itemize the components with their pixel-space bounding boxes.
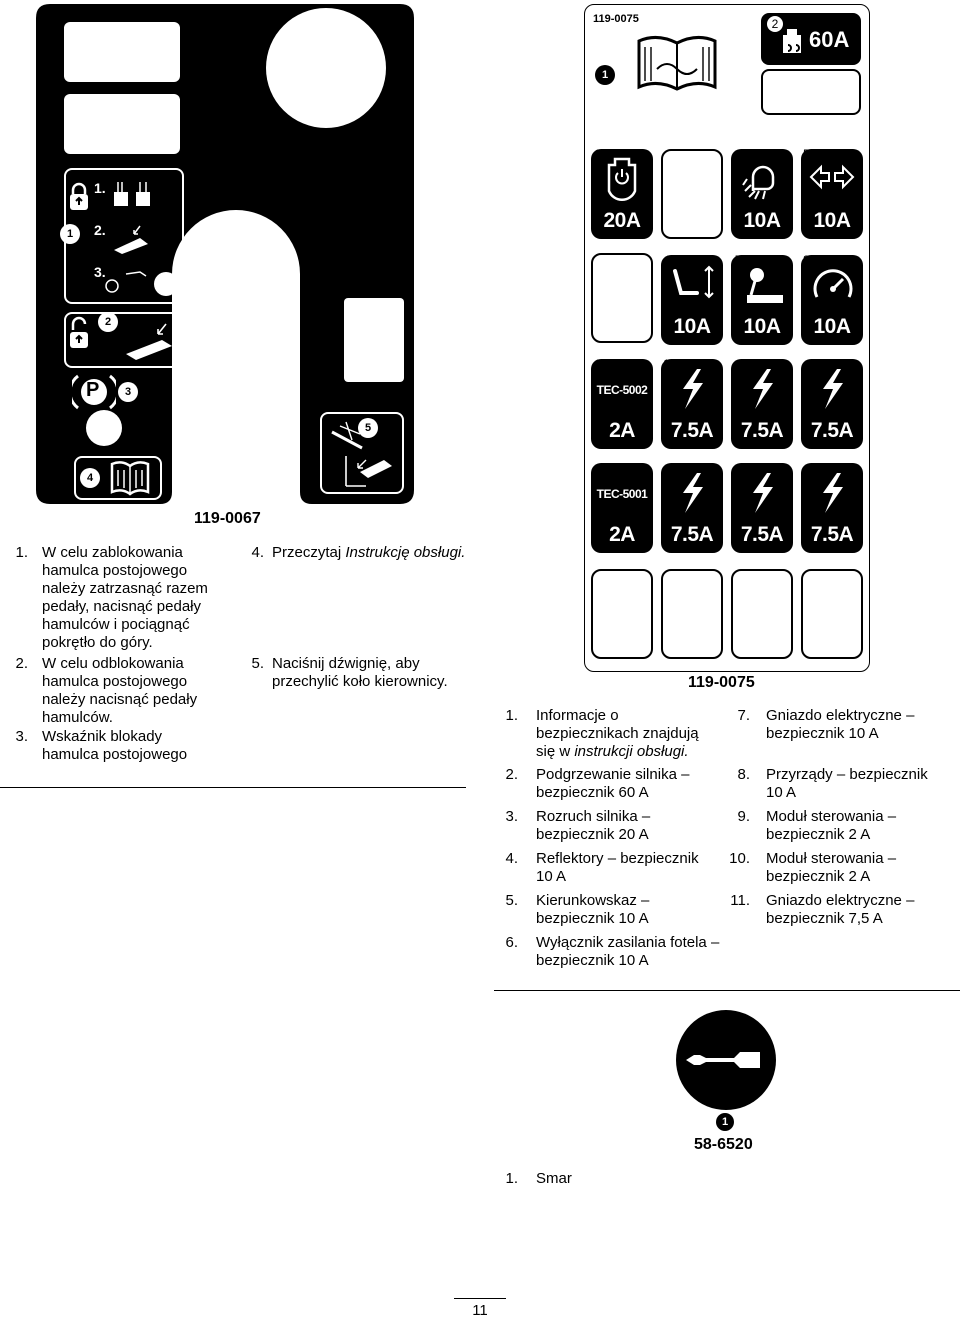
fuse-spare-r3-2 (801, 359, 863, 449)
item-number: 1. (505, 1170, 518, 1187)
code-119-0075: 119-0075 (688, 674, 755, 691)
empty-fuse-slot (731, 569, 793, 659)
item-text: Gniazdo elektryczne – bezpiecznik 7,5 A (766, 892, 915, 927)
pedal-press-icon (122, 320, 178, 365)
empty-fuse-slot (661, 569, 723, 659)
item-number: 1. (505, 707, 518, 724)
item-text-italic: instrukcji obsługi. (574, 743, 689, 760)
headlight-icon (741, 157, 783, 203)
fuse-turn-signal (801, 149, 863, 239)
step-3-label: 3. (94, 264, 106, 280)
fuse-seat-switch (661, 255, 723, 345)
lightning-icon (671, 367, 713, 413)
item-text-a: Informacje o bezpiecznikach znajdują się w (536, 707, 699, 760)
callout-2: 2 (767, 16, 783, 32)
callout-1: 1 (595, 65, 615, 85)
item-text: W celu zablokowania hamulca postojowego należy zatrzasnąć razem pedały, nacisnąć pedały hamulców i pociągnąć pokrętło do góry. (42, 544, 208, 651)
empty-fuse-slot (801, 569, 863, 659)
callout-1: 1 (716, 1113, 734, 1131)
item-number: 3. (15, 728, 28, 745)
item-number: 9. (737, 808, 750, 825)
callout-2: 2 (98, 312, 118, 332)
fuse-spare-r3-1 (731, 359, 793, 449)
turn-signal-icon (809, 157, 855, 197)
fuse-control-module-1 (591, 359, 653, 449)
fuse-rating: 7.5A (670, 419, 714, 442)
item-text (272, 544, 472, 562)
lightning-icon (811, 367, 853, 413)
fuse-rating: 10A (743, 315, 781, 338)
callout-3: 3 (118, 382, 138, 402)
lightning-icon (811, 471, 853, 517)
code-58-6520: 58-6520 (694, 1136, 753, 1153)
empty-fuse-slot (591, 253, 653, 343)
item-text: Naciśnij dźwignię, aby przechylić koło kierownicy. (272, 655, 448, 690)
code-119-0067: 119-0067 (194, 510, 261, 527)
item-text-italic: Instrukcję obsługi. (345, 544, 466, 561)
seat-icon (671, 263, 717, 309)
item-text: Moduł sterowania – bezpiecznik 2 A (766, 850, 897, 885)
tec-label: TEC-5001 (596, 487, 648, 501)
fuse-spare-r4-2 (731, 463, 793, 553)
fuse-rating: 10A (743, 209, 781, 232)
tec-label: TEC-5002 (596, 383, 648, 397)
item-number: 2. (505, 766, 518, 783)
item-number: 2. (15, 655, 28, 672)
item-text: Reflektory – bezpiecznik 10 A (536, 850, 699, 885)
fuse-outlet-7-5 (661, 359, 723, 449)
fuse-spare-r4-1 (661, 463, 723, 553)
item-number: 6. (505, 934, 518, 951)
callout-5: 5 (358, 418, 378, 438)
fuse-rating: 2A (609, 419, 635, 442)
manual-book-icon (108, 458, 152, 501)
item-number: 4. (505, 850, 518, 867)
header-code: 119-0075 (593, 13, 639, 25)
item-number: 5. (505, 892, 518, 909)
item-text: Rozruch silnika – bezpiecznik 20 A (536, 808, 651, 843)
fuse-rating: 10A (673, 315, 711, 338)
empty-fuse-slot (761, 69, 861, 115)
engine-glow-icon (779, 27, 805, 64)
parking-symbol: P (86, 379, 100, 401)
item-text: Moduł sterowania – bezpiecznik 2 A (766, 808, 897, 843)
callout-4: 4 (80, 468, 100, 488)
item-number: 5. (251, 655, 264, 672)
fuse-rating: 7.5A (740, 523, 784, 546)
power-outlet-icon (741, 263, 787, 309)
divider-right (494, 990, 960, 991)
item-text: Przyrządy – bezpiecznik 10 A (766, 766, 928, 801)
lightning-icon (741, 367, 783, 413)
fuse-gauges (801, 255, 863, 345)
pedals-latch-icon (112, 180, 156, 215)
item-text: Gniazdo elektryczne – bezpiecznik 10 A (766, 707, 915, 742)
fuse-rating: 7.5A (670, 523, 714, 546)
item-text (536, 707, 716, 761)
pedal-icon (110, 222, 154, 261)
item-text: Kierunkowskaz – bezpiecznik 10 A (536, 892, 650, 927)
unlock-icon (68, 316, 92, 355)
callout-1: 1 (60, 224, 80, 244)
fuse-rating: 7.5A (740, 419, 784, 442)
page-number-rule (454, 1298, 506, 1299)
fuse-rating: 7.5A (810, 523, 854, 546)
grease-gun-icon (684, 1046, 768, 1079)
fuse-rating: 60A (809, 27, 850, 52)
item-text: Wyłącznik zasilania fotela – bezpiecznik 10 A (536, 934, 720, 969)
item-text-a: Przeczytaj (272, 544, 346, 561)
item-number: 3. (505, 808, 518, 825)
fuse-power-outlet (731, 255, 793, 345)
item-number: 7. (737, 707, 750, 724)
manual-book-icon (635, 33, 719, 98)
step-2-label: 2. (94, 222, 106, 238)
item-number: 4. (251, 544, 264, 561)
item-number: 8. (737, 766, 750, 783)
item-number: 11. (730, 892, 750, 909)
lightning-icon (671, 471, 713, 517)
item-number: 1. (15, 544, 28, 561)
step-1-label: 1. (94, 180, 106, 196)
engine-start-icon (601, 157, 643, 203)
item-text: Smar (536, 1170, 572, 1187)
decal-58-6520 (676, 1010, 776, 1110)
decal-119-0075 (584, 4, 870, 672)
steering-lever-icon (326, 416, 400, 495)
item-text: Wskaźnik blokady hamulca postojowego (42, 728, 188, 763)
lightning-icon (741, 471, 783, 517)
item-text: Podgrzewanie silnika – bezpiecznik 60 A (536, 766, 690, 801)
fuse-rating: 7.5A (810, 419, 854, 442)
page-number: 11 (472, 1302, 488, 1319)
empty-fuse-slot (591, 569, 653, 659)
fuse-rating: 10A (813, 209, 851, 232)
divider-left (0, 787, 466, 788)
decal-119-0067 (36, 4, 414, 504)
lock-icon (68, 182, 90, 217)
empty-fuse-slot (661, 149, 723, 239)
fuse-headlight (731, 149, 793, 239)
gauge-icon (811, 263, 855, 307)
knob-pull-icon (96, 266, 180, 305)
fuse-rating: 2A (609, 523, 635, 546)
item-number: 10. (729, 850, 750, 867)
fuse-engine-start (591, 149, 653, 239)
item-text: W celu odblokowania hamulca postojowego należy nacisnąć pedały hamulców. (42, 655, 198, 726)
fuse-control-module-2 (591, 463, 653, 553)
fuse-spare-r4-3 (801, 463, 863, 553)
fuse-rating: 10A (813, 315, 851, 338)
glow-fuse-label (761, 13, 861, 65)
fuse-rating: 20A (603, 209, 641, 232)
